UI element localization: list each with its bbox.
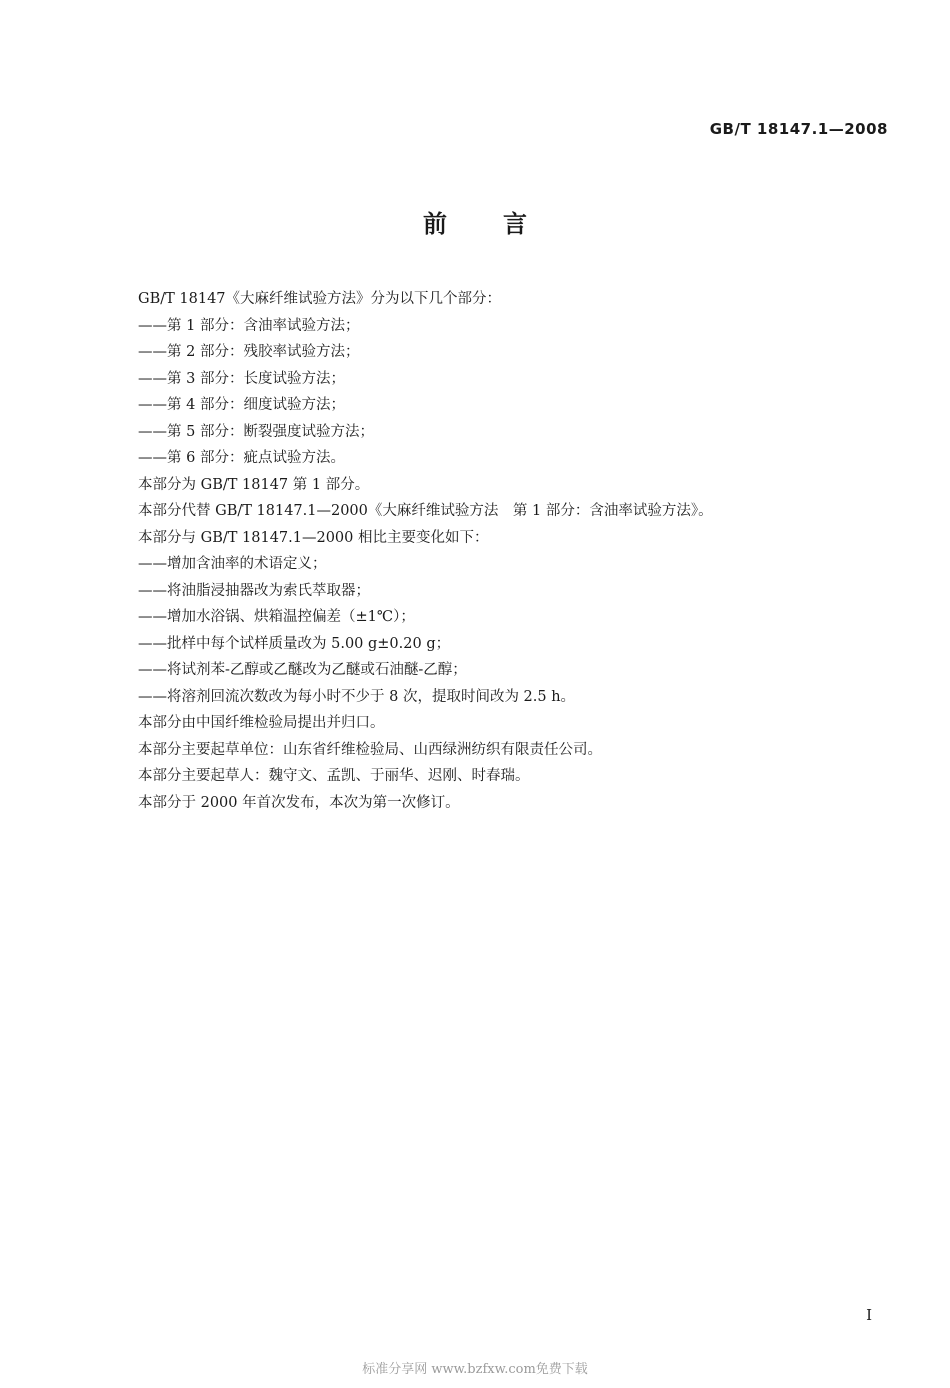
preface-line: ——增加含油率的术语定义； bbox=[138, 556, 327, 572]
preface-line: 本部分代替 GB/T 18147.1—2000《大麻纤维试验方法 第 1 部分：含油率试验方法》。 bbox=[138, 503, 713, 519]
preface-line: ——将油脂浸抽器改为索氏萃取器； bbox=[138, 582, 370, 599]
preface-line: ——增加水浴锅、烘箱温控偏差（±1℃）； bbox=[138, 609, 415, 625]
preface-line: GB/T 18147《大麻纤维试验方法》分为以下几个部分： bbox=[138, 291, 502, 307]
preface-line: ——将溶剂回流次数改为每小时不少于 8 次，提取时间改为 2.5 h。 bbox=[138, 688, 576, 705]
preface-line: ——将试剂苯-乙醇或乙醚改为乙醚或石油醚-乙醇； bbox=[138, 662, 467, 678]
preface-line: ——批样中每个试样质量改为 5.00 g±0.20 g； bbox=[138, 635, 451, 652]
page-number: I bbox=[866, 1306, 872, 1324]
preface-line: ——第 1 部分：含油率试验方法； bbox=[138, 317, 360, 334]
preface-line: ——第 6 部分：疵点试验方法。 bbox=[138, 450, 345, 466]
watermark-text: 标准分享网 www.bzfxw.com免费下载 bbox=[362, 1362, 588, 1377]
page-title: 前言 bbox=[423, 210, 583, 238]
preface-line: 本部分于 2000 年首次发布，本次为第一次修订。 bbox=[138, 794, 460, 811]
preface-line: ——第 3 部分：长度试验方法； bbox=[138, 370, 345, 387]
preface-line: 本部分与 GB/T 18147.1—2000 相比主要变化如下： bbox=[138, 529, 489, 546]
preface-line: ——第 5 部分：断裂强度试验方法； bbox=[138, 423, 374, 440]
preface-line: 本部分由中国纤维检验局提出并归口。 bbox=[138, 715, 385, 731]
preface-body bbox=[138, 286, 858, 816]
preface-line: 本部分为 GB/T 18147 第 1 部分。 bbox=[138, 476, 370, 493]
preface-line: 本部分主要起草人：魏守文、孟凯、于丽华、迟刚、时春瑞。 bbox=[138, 768, 530, 784]
preface-line: ——第 4 部分：细度试验方法； bbox=[138, 397, 345, 413]
preface-line: 本部分主要起草单位：山东省纤维检验局、山西绿洲纺织有限责任公司。 bbox=[138, 741, 602, 758]
standard-code: GB/T 18147.1—2008 bbox=[709, 120, 888, 138]
preface-line: ——第 2 部分：残胶率试验方法； bbox=[138, 344, 360, 360]
